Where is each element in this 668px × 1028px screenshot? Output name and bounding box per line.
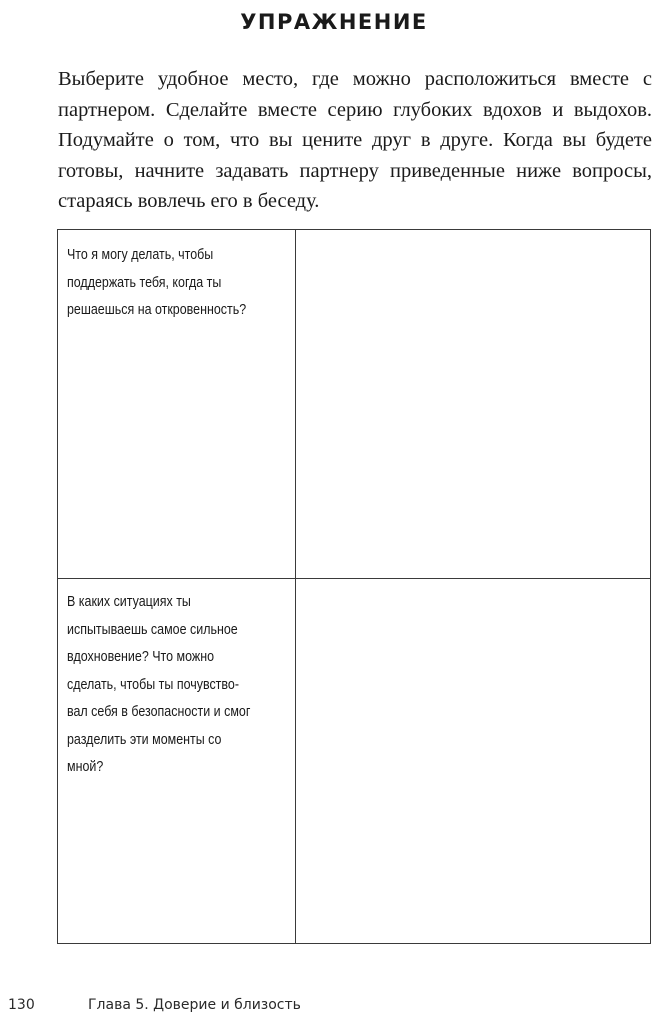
running-footer-chapter: Глава 5. Доверие и близость: [88, 997, 301, 1013]
answer-cell-1: [296, 230, 650, 579]
exercise-heading: УПРАЖНЕНИЕ: [240, 10, 428, 34]
exercise-instructions: Выберите удобное место, где можно расположиться вместе с партнером. Сделайте вместе серию глубоких вдохов и выдохов. Подумайте о том, что вы цените друг в друге. Когда вы будете готовы, начните задавать партнеру приведенные ниже вопросы, стараясь вовлечь его в беседу.: [58, 68, 652, 212]
exercise-table: [57, 229, 651, 944]
question-text-1: Что я могу делать, чтобы поддержать тебя, когда ты решаешься на откровенность?: [67, 247, 247, 318]
answer-cell-2: [296, 579, 650, 943]
question-cell-1: [58, 230, 296, 579]
question-text-2: В каких ситуациях ты испытываешь самое сильное вдохновение? Что можно сделать, чтобы ты почувство- вал себя в безопасности и смог разделить эти моменты со мной?: [67, 594, 251, 775]
question-cell-2: [58, 579, 296, 943]
page-number: 130: [8, 997, 35, 1013]
